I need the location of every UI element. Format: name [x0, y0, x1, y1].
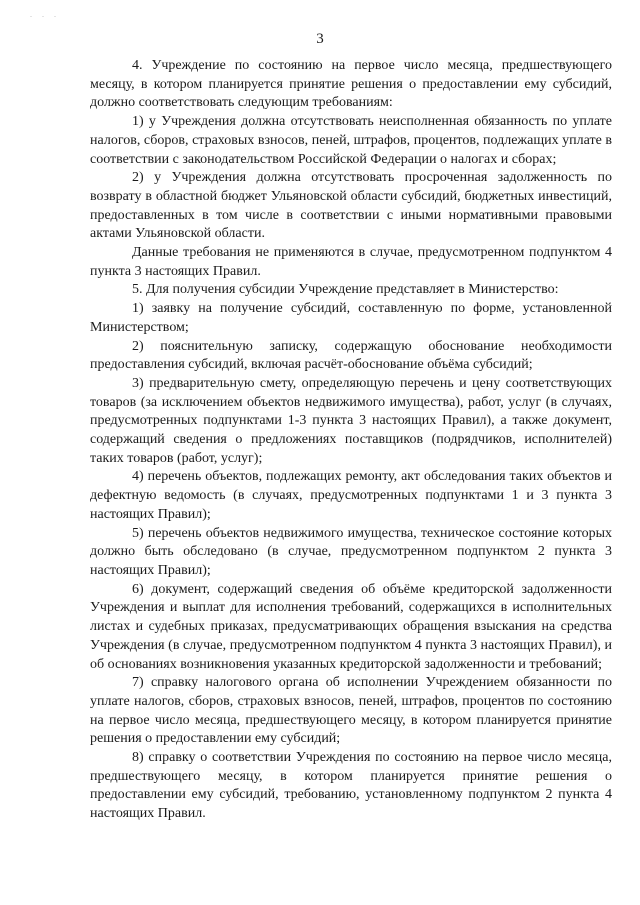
paragraph-item-4: 4. Учреждение по состоянию на первое число месяца, предшествующего месяцу, в котором планируется принятие решения о предоставлении ему субсидий, должно соответствовать следующим требованиям: [90, 58, 612, 111]
paragraph-item-5: 5. Для получения субсидии Учреждение представляет в Министерство: [132, 282, 559, 298]
paragraph-exception-note: Данные требования не применяются в случае, предусмотренном подпунктом 4 пункта 3 настоящих Правил. [90, 245, 612, 279]
page-number: 3 [316, 31, 324, 47]
paragraph-subitem-4-2: 2) у Учреждения должна отсутствовать просроченная задолженность по возврату в областной бюджет Ульяновской области субсидий, бюджетных инвестиций, предоставленных в том числе в соответствии с иными нормативными правовыми актами Ульяновской области. [90, 170, 612, 242]
paragraph-subitem-5-6: 6) документ, содержащий сведения об объёме кредиторской задолженности Учреждения и выплат для исполнения требований, содержащихся в исполнительных листах и судебных приказах, предусматривающих обращения взыскания на средства Учреждения (в случае, предусмотренном подпунктом 4 пункта 3 настоящих Правил), и об основаниях возникновения указанных кредиторской задолженности и требований; [90, 581, 612, 672]
paragraph-subitem-5-2: 2) пояснительную записку, содержащую обоснование необходимости предоставления субсидий, включая расчёт-обоснование объёма субсидий; [90, 338, 612, 373]
paragraph-subitem-5-5: 5) перечень объектов недвижимого имущества, техническое состояние которых должно быть обследовано (в случае, предусмотренном подпунктом 2 пункта 3 настоящих Правил); [90, 525, 612, 578]
paragraph-subitem-4-1: 1) у Учреждения должна отсутствовать неисполненная обязанность по уплате налогов, сборов, страховых взносов, пеней, штрафов, процентов, подлежащих уплате в соответствии с законодательством Российской Федерации о налогах и сборах; [90, 114, 612, 167]
scan-mark: . . . [30, 10, 60, 19]
document-body [90, 57, 612, 824]
paragraph-subitem-5-1: 1) заявку на получение субсидий, составленную по форме, установленной Министерством; [90, 301, 612, 335]
paragraph-subitem-5-4: 4) перечень объектов, подлежащих ремонту, акт обследования таких объектов и дефектную ведомость (в случаях, предусмотренных подпунктами 1 и 3 пункта 3 настоящих Правил); [90, 469, 612, 522]
paragraph-subitem-5-3: 3) предварительную смету, определяющую перечень и цену соответствующих товаров (за исключением объектов недвижимого имущества), работ, услуг (в случаях, предусмотренных подпунктами 1-3 пункта 3 настоящих Правил), а также документ, содержащий сведения о предложениях поставщиков (подрядчиков, исполнителей) таких товаров (работ, услуг); [90, 375, 612, 466]
paragraph-subitem-5-7: 7) справку налогового органа об исполнении Учреждением обязанности по уплате налогов, сборов, страховых взносов, пеней, штрафов, процентов по состоянию на первое число месяца, предшествующего месяцу, в котором планируется принятие решения о предоставлении ему субсидий; [90, 675, 612, 747]
paragraph-subitem-5-8: 8) справку о соответствии Учреждения по состоянию на первое число месяца, предшествующего месяцу, в котором планируется принятие решения о предоставлении ему субсидий, требованию, установленному подпунктом 2 пункта 4 настоящих Правил. [90, 750, 612, 822]
